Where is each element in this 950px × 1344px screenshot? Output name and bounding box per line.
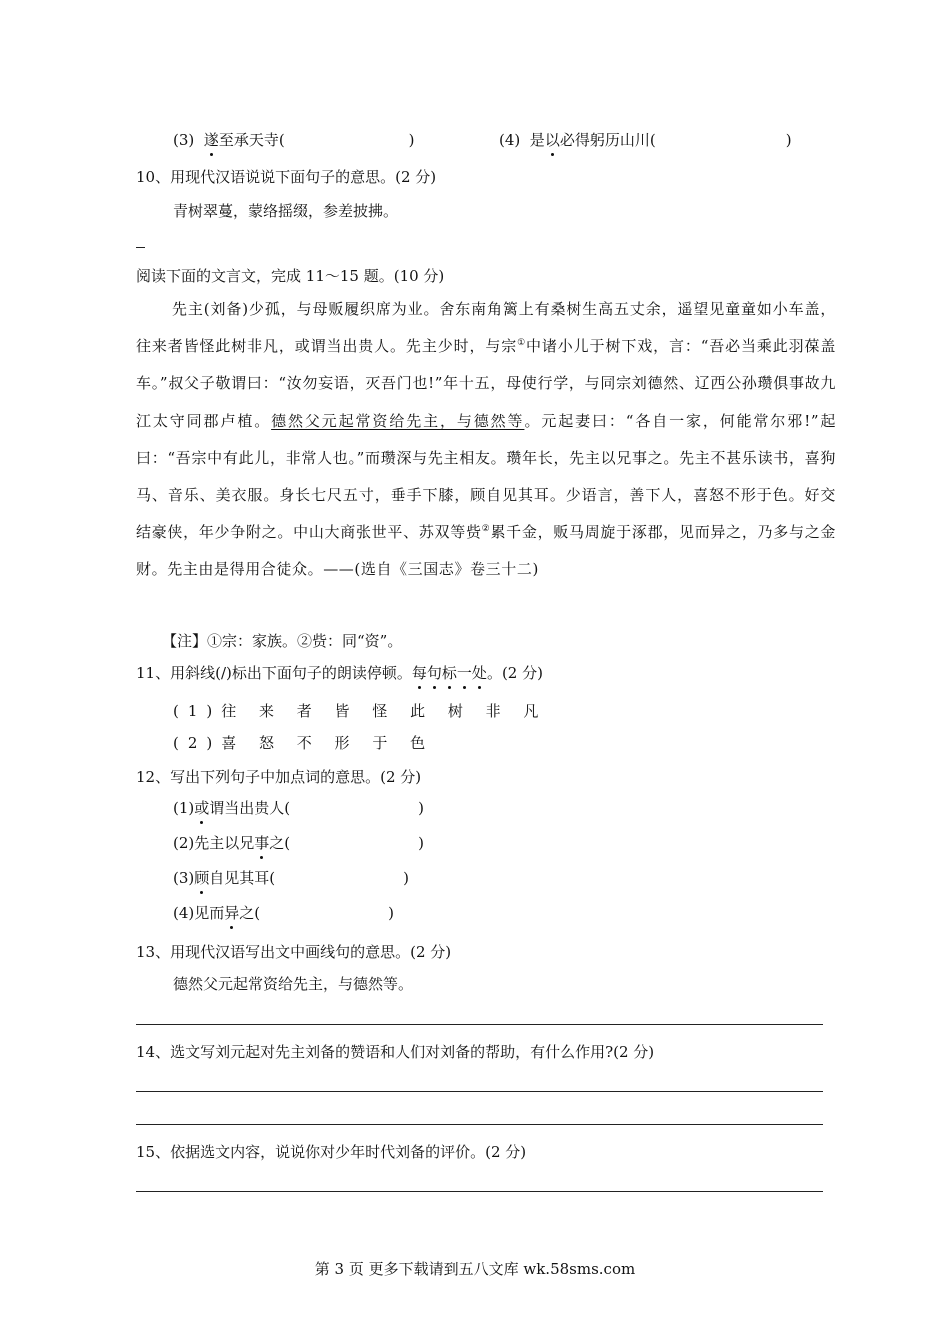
dotted-char: 顾 <box>194 869 210 887</box>
dotted-char: 或 <box>194 799 210 817</box>
q12-item-2 <box>173 833 424 853</box>
q12-item-3 <box>173 868 409 888</box>
dotted-char: 每 <box>411 664 427 682</box>
passage-text: 。元起妻曰：“各自一家，何能常尔邪!”起曰：“吾宗中有此儿，非常人也。”而瓒深与先主相友。瓒年长，先主以兄事之。先主不甚乐读书，喜狗马、音乐、美衣服。身长七尺五寸，垂手下膝，顾自见其耳。少语言，善下人，喜怒不形于色。好交结豪侠，年少争附之。中山大商张世平、苏双等赀 <box>136 411 836 542</box>
q9-item-3 <box>173 130 415 150</box>
answer-line[interactable] <box>136 1024 823 1025</box>
paren-close: ) <box>418 799 424 817</box>
answer-line[interactable] <box>136 1124 823 1125</box>
q11-item-2[interactable]: (2)喜 怒 不 形 于 色 <box>173 734 435 752</box>
item-number: (3) <box>173 131 195 149</box>
paren-close: ) <box>388 904 394 922</box>
dotted-char: 标 <box>441 664 457 682</box>
item-text: 必得躬历山川( <box>559 131 656 149</box>
item-text: (4)见而 <box>173 904 225 922</box>
item-text: (1) <box>173 799 195 817</box>
dotted-char: 处 <box>471 664 487 682</box>
q10-sentence: 青树翠蔓，蒙络摇缀，参差披拂。 <box>173 202 399 220</box>
answer-line[interactable] <box>136 1191 823 1192</box>
q11-prompt <box>136 663 543 683</box>
page-footer: 第 3 页 更多下载请到五八文库 wk.58sms.com <box>314 1260 636 1278</box>
item-text: 之( <box>239 904 261 922</box>
item-text: (2)先主以兄 <box>173 834 255 852</box>
paren-close: ) <box>408 131 415 149</box>
q9-item-4 <box>499 130 792 150</box>
passage-text: 中诸小儿于树下戏，言：“吾必当乘此羽葆盖车。”叔父子敬谓曰：“汝勿妄语，灭吾门也!”年十五，母使行学，与同宗刘德然、辽西公孙瓒俱事故九江太守同郡卢植。 <box>136 337 837 430</box>
dotted-char: 以 <box>544 131 560 149</box>
q15-prompt: 15、依据选文内容，说说你对少年时代刘备的评价。(2 分) <box>136 1143 527 1161</box>
prompt-text: 。(2 分) <box>486 664 543 682</box>
q13-sentence: 德然父元起常资给先主，与德然等。 <box>173 975 414 993</box>
reading-intro: 阅读下面的文言文，完成 11～15 题。(10 分) <box>136 267 445 285</box>
item-text: 谓当出贵人( <box>209 799 291 817</box>
dotted-char: 一 <box>456 664 472 682</box>
q12-item-1 <box>173 798 424 818</box>
q11-item-1[interactable]: (1)往 来 者 皆 怪 此 树 非 凡 <box>173 702 548 720</box>
dotted-char: 异 <box>224 904 240 922</box>
classical-passage <box>136 291 836 589</box>
q12-prompt: 12、写出下列句子中加点词的意思。(2 分) <box>136 768 422 786</box>
footnote-mark: ① <box>517 338 527 349</box>
q12-item-4 <box>173 903 394 923</box>
item-number: (4) <box>499 131 521 149</box>
prompt-text: 11、用斜线(/)标出下面句子的朗读停顿。 <box>136 664 412 682</box>
item-text: 自见其耳( <box>209 869 276 887</box>
dotted-char: 句 <box>426 664 442 682</box>
item-text: (3) <box>173 869 195 887</box>
answer-line[interactable] <box>136 1091 823 1092</box>
item-text: 之( <box>269 834 291 852</box>
dotted-char: 遂 <box>203 131 219 149</box>
q13-prompt: 13、用现代汉语写出文中画线句的意思。(2 分) <box>136 943 452 961</box>
item-text: 是 <box>529 131 545 149</box>
paren-close: ) <box>785 131 792 149</box>
q10-prompt: 10、用现代汉语说说下面句子的意思。(2 分) <box>136 168 437 186</box>
short-dash-mark <box>136 247 145 248</box>
paren-close: ) <box>403 869 409 887</box>
q14-prompt: 14、选文写刘元起对先主刘备的赞语和人们对刘备的帮助，有什么作用?(2 分) <box>136 1043 655 1061</box>
item-text: 至承天寺( <box>218 131 285 149</box>
footnote-mark: ② <box>481 524 491 535</box>
dotted-char: 事 <box>254 834 270 852</box>
paren-close: ) <box>418 834 424 852</box>
passage-text: 先主(刘备)少孤，与母贩履织席为业。舍东南角篱上有桑树生高五丈余，遥望见童童如小车盖，往来者皆怪此树非凡，或谓当出贵人。先主少时，与宗 <box>136 300 836 356</box>
passage-note: 【注】①宗：家族。②赀：同“资”。 <box>162 632 403 650</box>
underlined-sentence: 德然父元起常资给先主，与德然等 <box>271 411 525 430</box>
passage-text: 累千金，贩马周旋于涿郡，见而异之，乃多与之金财。先主由是得用合徒众。——(选自《三国志》卷三十二) <box>136 523 837 579</box>
